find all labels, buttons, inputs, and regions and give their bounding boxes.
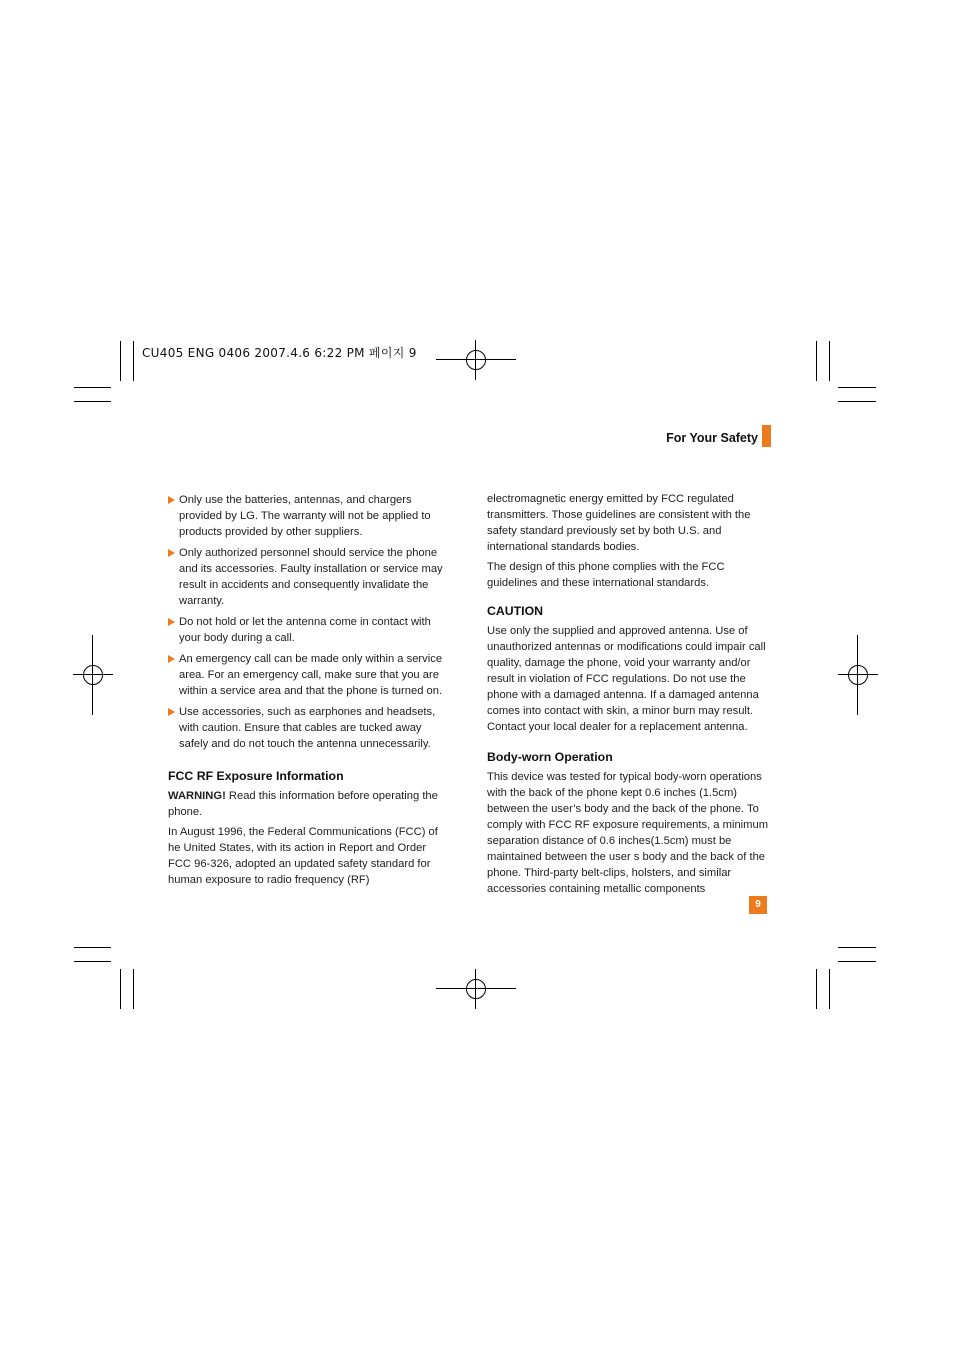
warning-label: WARNING! xyxy=(168,790,226,802)
page-number-badge: 9 xyxy=(749,896,767,914)
fcc-heading: FCC RF Exposure Information xyxy=(168,769,344,783)
crop-mark xyxy=(829,969,830,1009)
crop-mark xyxy=(838,947,876,948)
left-column xyxy=(168,492,450,892)
bullet-text: An emergency call can be made only within a service area. For an emergency call, make sure that you are within a service area and that the phone is turned on. xyxy=(179,653,443,697)
list-item xyxy=(168,651,450,699)
registration-mark-top xyxy=(456,340,496,380)
print-slug: CU405 ENG 0406 2007.4.6 6:22 PM 페이지 9 xyxy=(142,346,417,360)
crop-mark xyxy=(838,961,876,962)
crop-mark xyxy=(74,401,111,402)
triangle-bullet-icon xyxy=(168,655,175,663)
triangle-bullet-icon xyxy=(168,549,175,557)
crop-mark xyxy=(829,341,830,381)
list-item xyxy=(168,614,450,646)
bullet-text: Only use the batteries, antennas, and chargers provided by LG. The warranty will not be applied to products provided by other suppliers. xyxy=(179,494,431,538)
list-item xyxy=(168,492,450,540)
list-item xyxy=(168,545,450,609)
caution-heading: CAUTION xyxy=(487,604,544,618)
bullet-text: Do not hold or let the antenna come in contact with your body during a call. xyxy=(179,616,431,644)
safety-bullet-list xyxy=(168,492,450,752)
crop-mark xyxy=(120,341,121,381)
right-column xyxy=(487,491,771,901)
warning-text: Read this information before operating the phone. xyxy=(168,790,438,818)
triangle-bullet-icon xyxy=(168,618,175,626)
list-item xyxy=(168,704,450,752)
registration-mark-bottom xyxy=(456,969,496,1009)
crop-mark xyxy=(133,341,134,381)
bullet-text: Use accessories, such as earphones and headsets, with caution. Ensure that cables are tucked away safely and do not touch the antenna unnecessarily. xyxy=(179,706,436,750)
crop-mark xyxy=(838,387,876,388)
triangle-bullet-icon xyxy=(168,708,175,716)
fcc-paragraph: In August 1996, the Federal Communications (FCC) of he United States, with its action in Report and Order FCC 96-326, adopted an updated safety standard for human exposure to radio frequency (RF) xyxy=(168,826,438,886)
triangle-bullet-icon xyxy=(168,496,175,504)
crop-mark xyxy=(816,969,817,1009)
crop-mark xyxy=(133,969,134,1009)
section-title: For Your Safety xyxy=(666,431,758,445)
registration-mark-left xyxy=(73,655,113,695)
warning-paragraph xyxy=(168,788,450,820)
crop-mark xyxy=(74,961,111,962)
crop-mark xyxy=(838,401,876,402)
body-worn-heading: Body-worn Operation xyxy=(487,750,613,764)
caution-paragraph: Use only the supplied and approved antenna. Use of unauthorized antennas or modifications could impair call quality, damage the phone, void your warranty and/or result in violation of FCC regulations. Do not use the phone with a damaged antenna. If a damaged antenna comes into contact with skin, a minor burn may result. Contact your local dealer for a replacement antenna. xyxy=(487,625,766,733)
crop-mark xyxy=(74,387,111,388)
body-paragraph: The design of this phone complies with the FCC guidelines and these international standards. xyxy=(487,561,725,589)
registration-mark-right xyxy=(838,655,878,695)
bullet-text: Only authorized personnel should service the phone and its accessories. Faulty installation or service may result in accidents and consequently invalidate the warranty. xyxy=(179,547,443,607)
body-paragraph: electromagnetic energy emitted by FCC regulated transmitters. Those guidelines are consistent with the safety standard previously set by both U.S. and international standards bodies. xyxy=(487,493,751,553)
section-tab-marker xyxy=(762,425,771,447)
crop-mark xyxy=(120,969,121,1009)
crop-mark xyxy=(74,947,111,948)
crop-mark xyxy=(816,341,817,381)
body-worn-paragraph: This device was tested for typical body-worn operations with the back of the phone kept 0.6 inches (1.5cm) between the user’s body and the back of the phone. To comply with FCC RF exposure requirements, a minimum separation distance of 0.6 inches(1.5cm) must be maintained between the user s body and the back of the phone. Third-party belt-clips, holsters, and similar accessories containing metallic components xyxy=(487,771,769,895)
